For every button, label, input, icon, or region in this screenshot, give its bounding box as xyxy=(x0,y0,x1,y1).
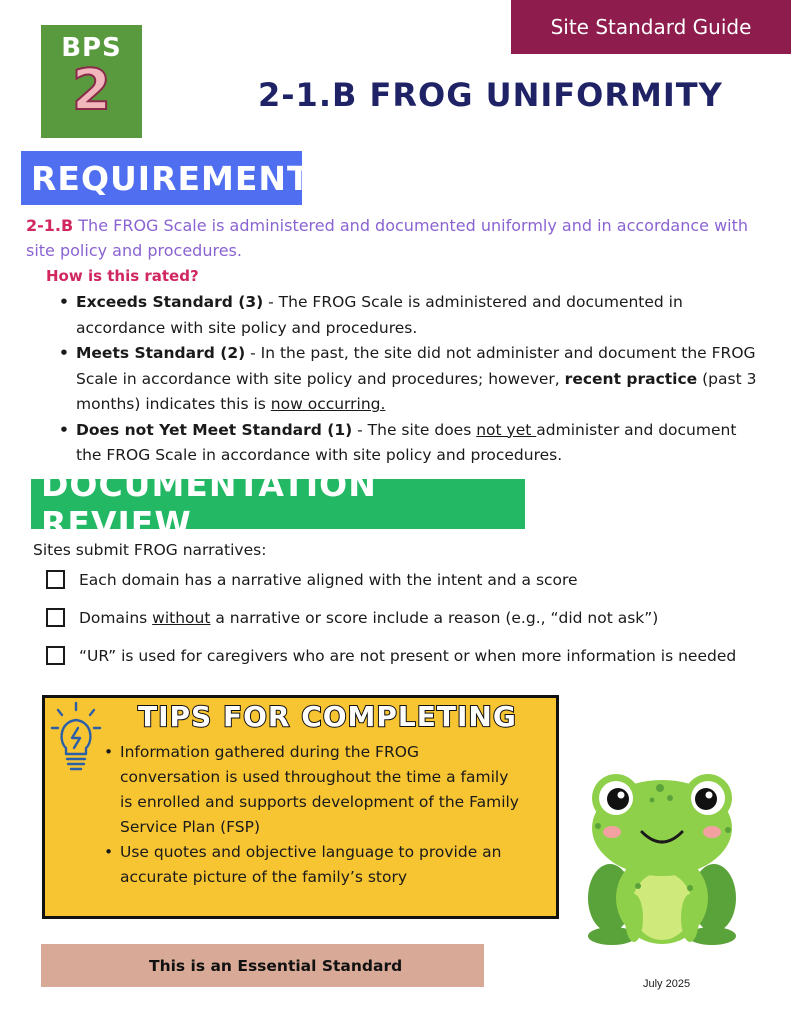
requirement-text: The FROG Scale is administered and documented uniformly and in accordance with site policy and procedures. xyxy=(26,216,749,260)
requirement-heading-label: REQUIREMENT xyxy=(31,158,311,198)
rating-exceeds xyxy=(58,290,758,341)
rating-underline: now occurring. xyxy=(270,395,386,413)
rating-level: Meets Standard (2) xyxy=(76,344,246,362)
checkbox[interactable] xyxy=(46,608,65,627)
rating-meets xyxy=(58,341,758,418)
essential-standard-label: This is an Essential Standard xyxy=(149,956,403,975)
rating-emphasis: recent practice xyxy=(564,369,698,388)
rating-text: (past 3 months) indicates this is xyxy=(76,369,757,413)
checklist-underline: without xyxy=(152,608,211,627)
rating-text: - The site does xyxy=(352,420,477,439)
requirement-heading xyxy=(21,151,311,205)
checkbox[interactable] xyxy=(46,570,65,589)
rating-text: - The FROG Scale is administered and documented in accordance with site policy and procedures. xyxy=(76,293,683,337)
checkbox[interactable] xyxy=(46,646,65,665)
documentation-heading-label: DOCUMENTATION REVIEW xyxy=(41,465,377,543)
essential-standard-banner xyxy=(41,944,484,987)
tip-item: • Information gathered during the FROG conversation is used throughout the time a family is enrolled and supports development of the Family Service Plan (FSP) xyxy=(104,740,524,840)
rating-not-yet xyxy=(58,418,758,469)
lightbulb-icon xyxy=(50,700,102,778)
badge-prefix: BPS xyxy=(61,33,122,63)
tip-item: • Use quotes and objective language to provide an accurate picture of the family’s story xyxy=(104,840,524,890)
checklist-text: “UR” is used for caregivers who are not present or when more information is needed xyxy=(79,646,737,665)
rating-list xyxy=(58,290,758,469)
checklist-text-part: a narrative or score include a reason (e.g., “did not ask”) xyxy=(210,608,659,627)
checklist-text: Each domain has a narrative aligned with the intent and a score xyxy=(79,570,578,589)
badge-number: 2 xyxy=(72,58,111,123)
requirement-statement xyxy=(26,213,756,263)
checklist-text-part: Domains xyxy=(79,608,153,627)
checklist-text xyxy=(79,609,658,627)
frog-illustration xyxy=(582,768,742,953)
guide-label: Site Standard Guide xyxy=(550,15,752,39)
how-rated-heading: How is this rated? xyxy=(46,267,199,285)
requirement-code: 2-1.B xyxy=(26,216,74,235)
document-date: July 2025 xyxy=(643,978,691,990)
rating-level: Exceeds Standard (3) xyxy=(76,293,264,311)
page-title: 2-1.B FROG UNIFORMITY xyxy=(258,76,723,114)
site-standard-guide-tab xyxy=(511,0,791,54)
checklist-item xyxy=(46,646,736,665)
checklist-item xyxy=(46,608,658,627)
documentation-heading xyxy=(31,465,525,543)
tips-list xyxy=(104,740,524,890)
rating-level: Does not Yet Meet Standard (1) xyxy=(76,420,353,439)
bps-badge xyxy=(41,25,142,138)
rating-underline: not yet xyxy=(476,420,537,439)
tips-heading: TIPS FOR COMPLETING xyxy=(138,700,517,733)
documentation-intro: Sites submit FROG narratives: xyxy=(33,541,267,559)
checklist-item xyxy=(46,570,578,589)
rating-text: administer and document the FROG Scale in accordance with site policy and procedures. xyxy=(76,420,737,464)
rating-text: - In the past, the site did not administer and document the FROG Scale in accordance with site policy and procedures; however, xyxy=(76,344,756,388)
